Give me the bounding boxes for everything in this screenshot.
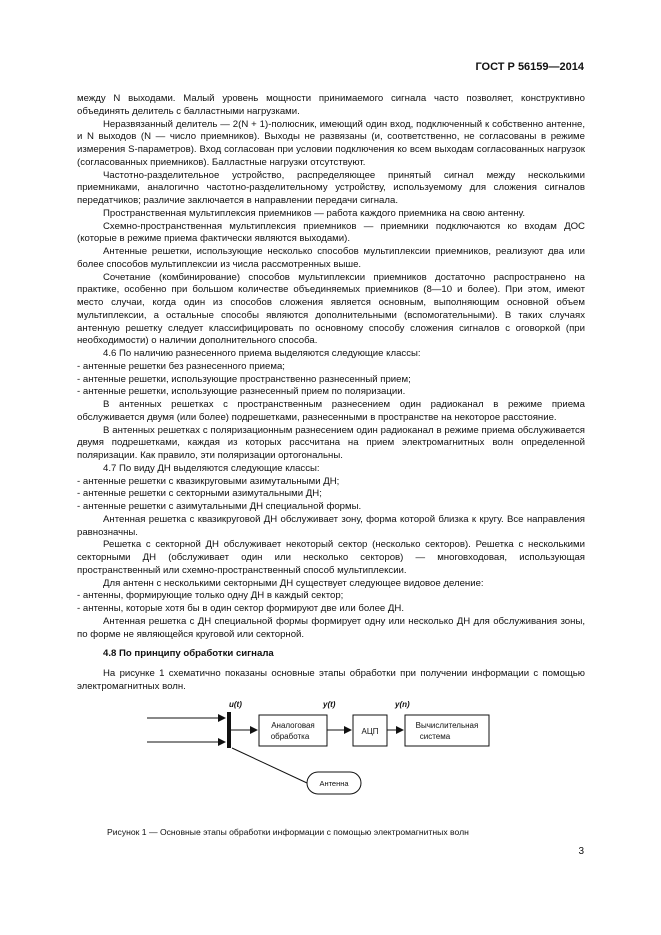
paragraph-p18: Антенная решетка с квазикруговой ДН обслуживает зону, форма которой близка к кругу. Все направления равнозначны. [77,513,585,538]
paragraph-p6: Антенные решетки, использующие несколько способов мультиплексии приемников, реализуют два или более способов мультиплексии из числа рассмотренных выше. [77,246,585,270]
document-body [77,93,585,838]
paragraph-p10: - антенные решетки, использующие пространственно разнесенный прием; [77,373,411,385]
paragraph-p23: Антенная решетка с ДН специальной формы формирует одну или несколько ДН для обслуживания зоны, по форме не являющейся круговой или секторной. [77,615,585,640]
page-number: 3 [578,846,584,857]
paragraph-p12: В антенных решетках с пространственным разнесением один радиоканал в режиме приема обслуживается двумя (или более) подрешетками, разнесенными в пространстве на некоторое расстояние. [77,399,585,423]
label-y-n: y(n) [395,699,410,709]
figure-caption: Рисунок 1 — Основные этапы обработки информации с помощью электромагнитных волн [107,826,469,837]
label-u-t: u(t) [229,699,242,709]
analog-processing-block [259,715,327,746]
paragraph-p19: Решетка с секторной ДН обслуживает некоторый сектор (несколько секторов). Решетка с несколькими секторными ДН (обслуживает один или несколько секторов) — многовходовая, использующая пространственный или схемно-пространственный способ мультиплексии. [77,539,585,576]
paragraph-p16: - антенные решетки с секторными азимутальными ДН; [77,488,322,500]
computer-block-line2: система [419,731,451,741]
paragraph-p14: 4.7 По виду ДН выделяются следующие классы: [103,462,320,474]
paragraph-p11: - антенные решетки, использующие разнесенный прием по поляризации. [77,386,406,398]
paragraph-p5: Схемно-пространственная мультиплексия приемников — приемники подключаются ко входам ДОС (которые в режиме приема фактически являются выходами). [77,220,585,245]
label-y-t: y(t) [323,699,336,709]
paragraph-p22: - антенны, которые хотя бы в один сектор формируют две или более ДН. [77,603,405,614]
paragraph-p1: между N выходами. Малый уровень мощности принимаемого сигнала часто позволяет, конструктивно объединять делитель с балластными нагрузками. [77,93,585,117]
computing-system-block [405,715,489,746]
adc-label: АЦП [361,726,379,736]
paragraph-p8: 4.6 По наличию разнесенного приема выделяются следующие классы: [103,348,421,359]
paragraph-p2: Неразвязанный делитель — 2(N + 1)-полюсник, имеющий один вход, подключенный к собственно антенне, и N выходов (N — число приемников). Выходы не развязаны (и, соответственно, не согласованы в режиме измерения S-параметров). Вход согласован при условии подключения ко всем выходам согласованных нагрузок (согласованных приемников). Балластные нагрузки отсутствуют. [77,118,585,168]
document-header: ГОСТ Р 56159—2014 [475,61,584,73]
figure-1 [77,698,585,826]
paragraph-p9: - антенные решетки без разнесенного приема; [77,360,285,372]
paragraph-p21: - антенны, формирующие только одну ДН в каждый сектор; [77,590,344,602]
paragraph-p20: Для антенн с несколькими секторными ДН существует следующее видовое деление: [103,577,484,589]
antenna-callout-line [232,748,307,783]
intro-paragraph: На рисунке 1 схематично показаны основные этапы обработки при получении информации с помощью электромагнитных волн. [77,668,585,692]
paragraph-p7: Сочетание (комбинирование) способов мультиплексии приемников достаточно распространено на практике, особенно при большом количестве объединяемых приемников (8—10 и более). При этом, имеют место случаи, когда один из способов сложения является основным, выполняющим основной объем мультиплексии, а остальные способы являются дополнительными (вспомогательными). В таких случаях антенную решетку следует классифицировать по основному способу сложения сигналов с оговоркой (при необходимости) о наличии дополнительного способа. [77,271,585,347]
analog-block-line1: Аналоговая [271,720,315,730]
paragraph-p17: - антенные решетки с азимутальными ДН специальной формы. [77,501,362,512]
antenna-callout-label: Антенна [319,778,349,788]
paragraph-p4: Пространственная мультиплексия приемников — работа каждого приемника на свою антенну. [103,207,525,219]
computer-block-line1: Вычислительная [415,720,479,730]
antenna-element [227,712,231,748]
paragraph-p13: В антенных решетках с поляризационным разнесением один радиоканал в режиме приема обслуживается двумя подрешетками, каждая из которых рассчитана на прием электромагнитных волн определенной поляризации. Как правило, эти поляризации ортогональны. [77,424,585,461]
analog-block-line2: обработка [270,731,310,741]
paragraph-p3: Частотно-разделительное устройство, распределяющее принятый сигнал между несколькими приемниками, аналогично частотно-разделительному устройству, используемому для сложения сигналов передатчиков; различие заключается в направлении передачи сигнала. [77,169,585,206]
paragraphs [77,93,585,641]
paragraph-p15: - антенные решетки с квазикруговыми азимутальными ДН; [77,475,340,487]
signal-processing-diagram [77,698,585,826]
section-heading: 4.8 По принципу обработки сигнала [103,648,274,660]
